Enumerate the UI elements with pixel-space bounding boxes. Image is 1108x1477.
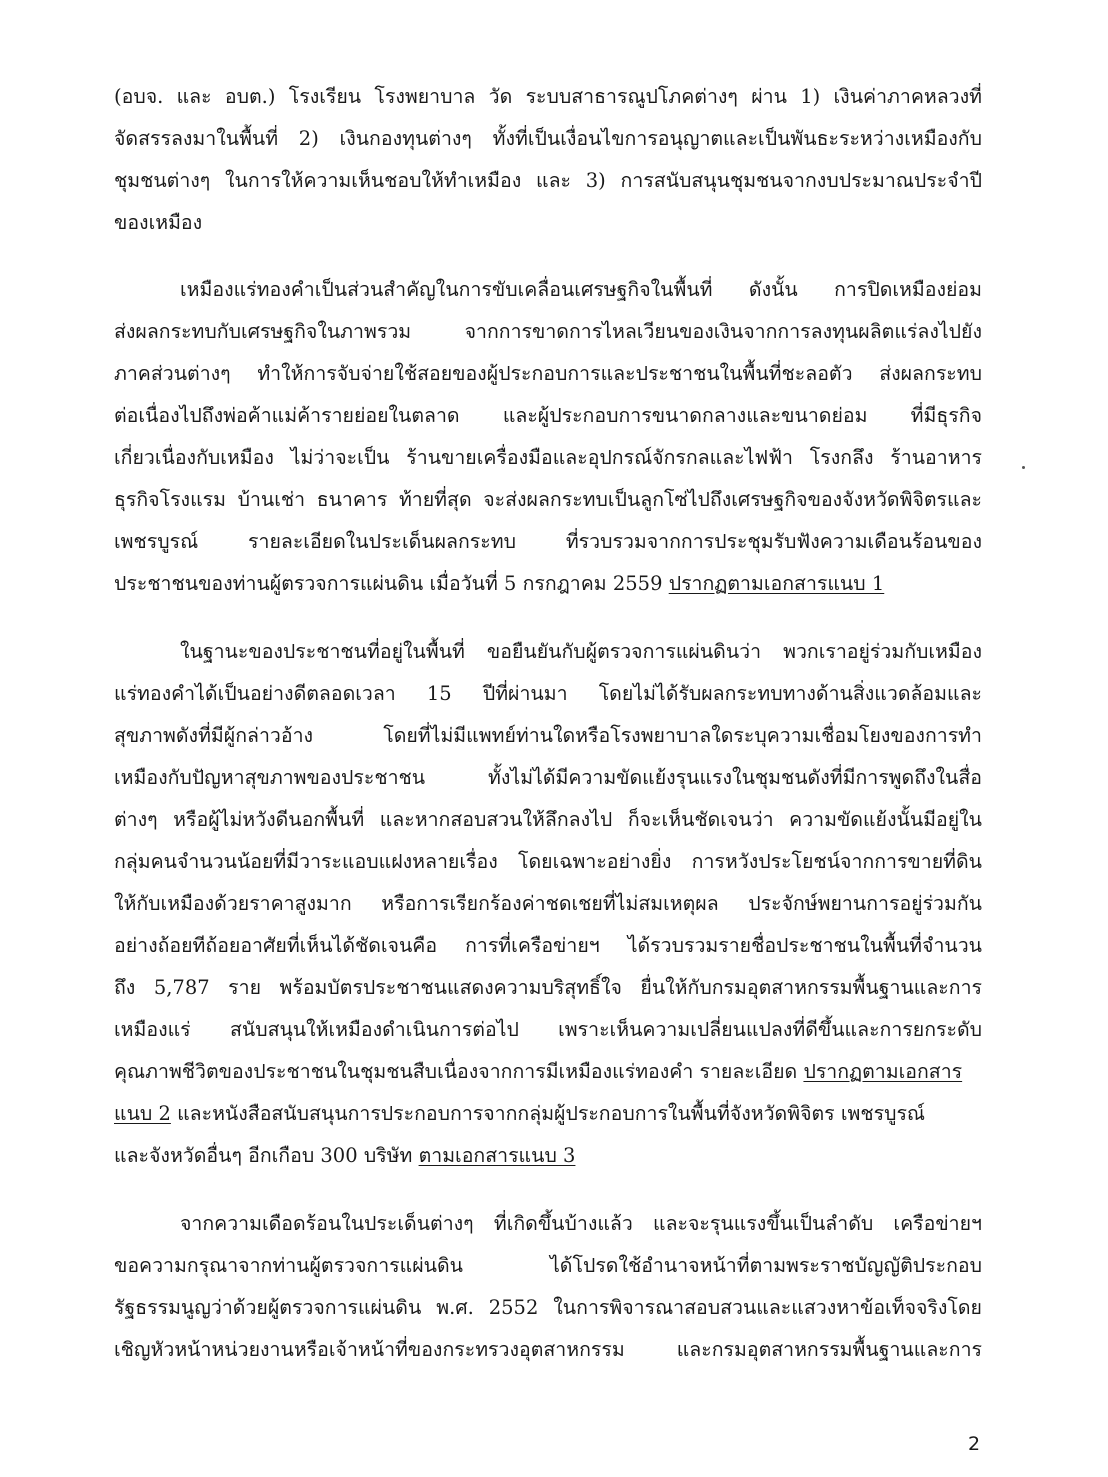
text-line [114, 1057, 982, 1087]
text-line: จากความเดือดร้อนในประเด็นต่างๆ ที่เกิดขึ้นบ้างแล้ว และจะรุนแรงขึ้นเป็นลำดับ เครือข่ายฯ [180, 1212, 982, 1235]
text-line: จัดสรรลงมาในพื้นที่ 2) เงินกองทุนต่างๆ ทั้งที่เป็นเงื่อนไขการอนุญาตและเป็นพันธะระหว่างเหมืองกับ [114, 127, 982, 150]
text-line: เหมืองแร่ทองคำเป็นส่วนสำคัญในการขับเคลื่อนเศรษฐกิจในพื้นที่ ดังนั้น การปิดเหมืองย่อม [180, 278, 982, 301]
text-line: เหมืองกับปัญหาสุขภาพของประชาชน ทั้งไม่ได้มีความขัดแย้งรุนแรงในชุมชนดังที่มีการพูดถึงในสื่อ [114, 766, 982, 789]
text-line: ในฐานะของประชาชนที่อยู่ในพื้นที่ ขอยืนยันกับผู้ตรวจการแผ่นดินว่า พวกเราอยู่ร่วมกับเหมือง [180, 640, 982, 663]
text-line: เพชรบูรณ์ รายละเอียดในประเด็นผลกระทบ ที่รวบรวมจากการประชุมรับฟังความเดือนร้อนของ [114, 530, 982, 553]
text-line: ของเหมือง [114, 211, 203, 234]
text-line: เกี่ยวเนื่องกับเหมือง ไม่ว่าจะเป็น ร้านขายเครื่องมือและอุปกรณ์จักรกลและไฟฟ้า โรงกลึง ร้านอาหาร [114, 446, 982, 469]
text-line: ชุมชนต่างๆ ในการให้ความเห็นชอบให้ทำเหมือง และ 3) การสนับสนุนชุมชนจากงบประมาณประจำปี [114, 169, 982, 192]
text-line: ขอความกรุณาจากท่านผู้ตรวจการแผ่นดิน ได้โปรดใช้อำนาจหน้าที่ตามพระราชบัญญัติประกอบ [114, 1254, 982, 1277]
attachment-reference: แนบ 2 [114, 1102, 171, 1125]
text-line: เหมืองแร่ สนับสนุนให้เหมืองดำเนินการต่อไป เพราะเห็นความเปลี่ยนแปลงที่ดีขึ้นและการยกระดับ [114, 1018, 982, 1041]
text-line: รัฐธรรมนูญว่าด้วยผู้ตรวจการแผ่นดิน พ.ศ. 2552 ในการพิจารณาสอบสวนและแสวงหาข้อเท็จจริงโดย [114, 1296, 982, 1319]
text-line: ถึง 5,787 ราย พร้อมบัตรประชาชนแสดงความบริสุทธิ์ใจ ยื่นให้กับกรมอุตสาหกรรมพื้นฐานและการ [114, 976, 982, 999]
text-line: ต่อเนื่องไปถึงพ่อค้าแม่ค้ารายย่อยในตลาด และผู้ประกอบการขนาดกลางและขนาดย่อม ที่มีธุรกิจ [114, 404, 982, 427]
text-line [114, 1099, 982, 1129]
text-line: ต่างๆ หรือผู้ไม่หวังดีนอกพื้นที่ และหากสอบสวนให้ลึกลงไป ก็จะเห็นชัดเจนว่า ความขัดแย้งนั้นมีอยู่ใน [114, 808, 982, 831]
page-number: 2 [968, 1433, 981, 1455]
text-line: (อบจ. และ อบต.) โรงเรียน โรงพยาบาล วัด ระบบสาธารณูปโภคต่างๆ ผ่าน 1) เงินค่าภาคหลวงที่ [114, 85, 982, 108]
text-segment: คุณภาพชีวิตของประชาชนในชุมชนสืบเนื่องจากการมีเหมืองแร่ทองคำ รายละเอียด [114, 1060, 804, 1083]
attachment-reference: ปรากฏตามเอกสารแนบ 1 [668, 572, 885, 595]
text-line: ส่งผลกระทบกับเศรษฐกิจในภาพรวม จากการขาดการไหลเวียนของเงินจากการลงทุนผลิตแร่ลงไปยัง [114, 320, 982, 343]
scan-speck [1022, 466, 1025, 469]
text-line [114, 1141, 982, 1171]
text-line: อย่างถ้อยทีถ้อยอาศัยที่เห็นได้ชัดเจนคือ การที่เครือข่ายฯ ได้รวบรวมรายชื่อประชาชนในพื้นที่จำนวน [114, 934, 982, 957]
text-line: ภาคส่วนต่างๆ ทำให้การจับจ่ายใช้สอยของผู้ประกอบการและประชาชนในพื้นที่ชะลอตัว ส่งผลกระทบ [114, 362, 982, 385]
text-line [114, 569, 982, 599]
text-segment: ประชาชนของท่านผู้ตรวจการแผ่นดิน เมื่อวันที่ 5 กรกฎาคม 2559 [114, 572, 669, 595]
text-line: เชิญหัวหน้าหน่วยงานหรือเจ้าหน้าที่ของกระทรวงอุตสาหกรรม และกรมอุตสาหกรรมพื้นฐานและการ [114, 1338, 982, 1361]
text-line: กลุ่มคนจำนวนน้อยที่มีวาระแอบแฝงหลายเรื่อง โดยเฉพาะอย่างยิ่ง การหวังประโยชน์จากการขายที่ดิน [114, 850, 982, 873]
text-line: ธุรกิจโรงแรม บ้านเช่า ธนาคาร ท้ายที่สุด จะส่งผลกระทบเป็นลูกโซ่ไปถึงเศรษฐกิจของจังหวัดพิจิตรและ [114, 488, 982, 511]
text-line: ให้กับเหมืองด้วยราคาสูงมาก หรือการเรียกร้องค่าชดเชยที่ไม่สมเหตุผล ประจักษ์พยานการอยู่ร่วมกัน [114, 892, 982, 915]
attachment-reference: ปรากฏตามเอกสาร [803, 1060, 963, 1083]
text-segment: และจังหวัดอื่นๆ อีกเกือบ 300 บริษัท [114, 1144, 419, 1167]
text-line: แร่ทองคำได้เป็นอย่างดีตลอดเวลา 15 ปีที่ผ่านมา โดยไม่ได้รับผลกระทบทางด้านสิ่งแวดล้อมและ [114, 682, 982, 705]
attachment-reference: ตามเอกสารแนบ 3 [418, 1144, 576, 1167]
text-line: สุขภาพดังที่มีผู้กล่าวอ้าง โดยที่ไม่มีแพทย์ท่านใดหรือโรงพยาบาลใดระบุความเชื่อมโยงของการทำ [114, 724, 982, 747]
text-segment: และหนังสือสนับสนุนการประกอบการจากกลุ่มผู้ประกอบการในพื้นที่จังหวัดพิจิตร เพชรบูรณ์ [170, 1102, 926, 1125]
